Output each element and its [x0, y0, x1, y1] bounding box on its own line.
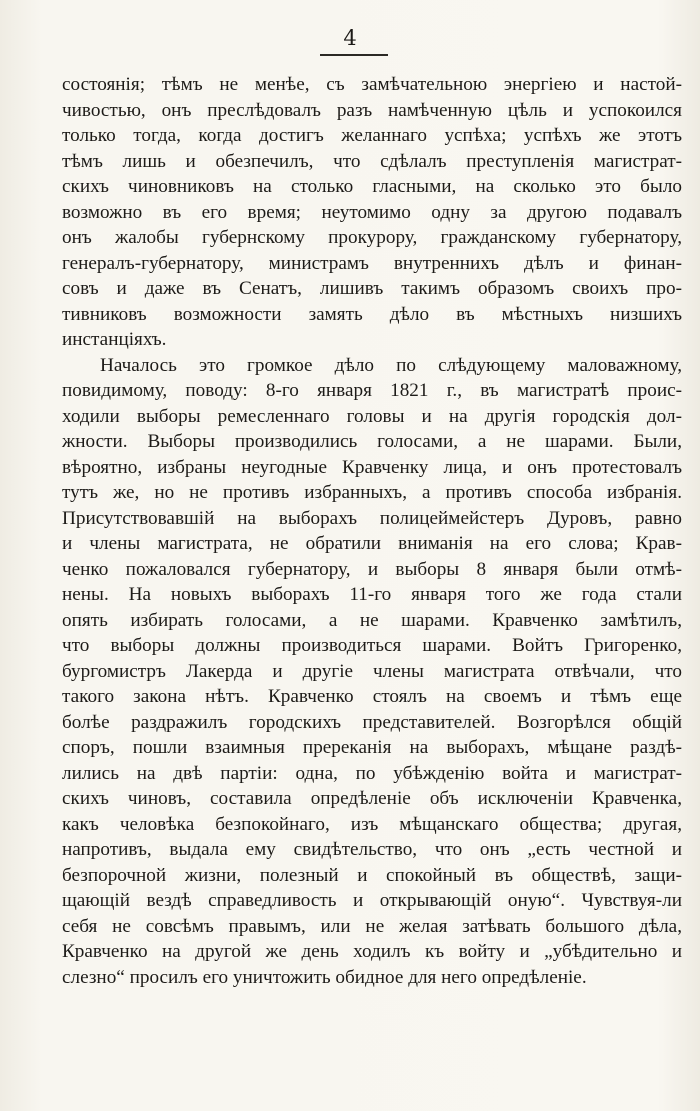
text-line: что выборы должны производиться шарами. Войтъ Григоренко,	[62, 635, 682, 656]
text-line: тѣмъ лишь и обезпечилъ, что сдѣлалъ преступленія магистрат-	[62, 150, 682, 172]
text-line: только тогда, когда достигъ желаннаго успѣха; успѣхъ же этотъ	[62, 125, 682, 146]
body-text	[62, 72, 682, 990]
text-line: генералъ-губернатору, министрамъ внутреннихъ дѣлъ и финан-	[62, 252, 682, 274]
text-line: бургомистръ Лакерда и другіе члены магистрата отвѣчали, что	[62, 660, 682, 682]
text-line: нены. На новыхъ выборахъ 11-го января того же года стали	[62, 584, 682, 605]
text-line: тутъ же, но не противъ избранныхъ, а противъ способа избранія.	[62, 482, 682, 503]
text-line: возможно въ его время; неутомимо одну за другою подавалъ	[62, 201, 682, 223]
page-header	[0, 26, 700, 50]
text-line: вѣроятно, избраны неугодные Кравченку лица, и онъ протестовалъ	[62, 456, 682, 478]
text-line: совъ и даже въ Сенатъ, лишивъ такимъ образомъ своихъ про-	[62, 278, 682, 299]
text-line: ходили выборы ремесленнаго головы и на другія городскія дол-	[62, 405, 682, 427]
text-line: чивостью, онъ преслѣдовалъ разъ намѣченную цѣль и успокоился	[62, 99, 682, 121]
text-line: лились на двѣ партіи: одна, по убѣжденію войта и магистрат-	[62, 762, 682, 784]
text-line: инстанціяхъ.	[62, 329, 167, 350]
paragraph-1	[62, 72, 682, 353]
text-line: тивниковъ возможности замять дѣло въ мѣстныхъ низшихъ	[62, 303, 682, 325]
text-line: слезно“ просилъ его уничтожить обидное для него опредѣленіе.	[62, 966, 587, 988]
text-line: скихъ чиновниковъ на столько гласными, на сколько это было	[62, 176, 682, 197]
text-line: опять избирать голосами, а не шарами. Кравченко замѣтилъ,	[62, 609, 682, 631]
text-line: какъ человѣка безпокойнаго, изъ мѣщанскаго общества; другая,	[62, 813, 682, 835]
text-line: споръ, пошли взаимныя пререканія на выборахъ, мѣщане раздѣ-	[62, 737, 682, 758]
text-line: напротивъ, выдала ему свидѣтельство, что онъ „есть честной и	[62, 839, 682, 860]
text-line: жности. Выборы производились голосами, а не шарами. Были,	[62, 431, 682, 452]
text-line: онъ жалобы губернскому прокурору, гражданскому губернатору,	[62, 227, 682, 248]
text-line: Началось это громкое дѣло по слѣдующему маловажному,	[100, 354, 682, 376]
text-line: безпорочной жизни, полезный и спокойный въ обществѣ, защи-	[62, 864, 682, 886]
text-line: скихъ чиновъ, составила опредѣленіе объ исключеніи Кравченка,	[62, 788, 682, 809]
text-line: и члены магистрата, не обратили вниманія на его слова; Крав-	[62, 533, 682, 554]
text-line: повидимому, поводу: 8-го января 1821 г., въ магистратѣ проис-	[62, 380, 682, 401]
header-rule	[320, 54, 388, 56]
text-line: ченко пожаловался губернатору, и выборы 8 января были отмѣ-	[62, 558, 682, 580]
paragraph-2	[62, 353, 682, 991]
text-line: болѣе раздражилъ городскихъ представителей. Возгорѣлся общій	[62, 711, 682, 733]
text-line: Кравченко на другой же день ходилъ къ войту и „убѣдительно и	[62, 941, 682, 962]
page-number: 4	[343, 26, 357, 50]
text-line: состоянія; тѣмъ не менѣе, съ замѣчательною энергіею и настой-	[62, 74, 682, 95]
text-line: Присутствовавшій на выборахъ полицеймейстеръ Дуровъ, равно	[62, 507, 682, 529]
text-line: такого закона нѣтъ. Кравченко стоялъ на своемъ и тѣмъ еще	[62, 686, 682, 707]
text-line: щающій вездѣ справедливость и открывающій оную“. Чувствуя-ли	[62, 890, 682, 911]
text-line: себя не совсѣмъ правымъ, или не желая затѣвать большого дѣла,	[62, 915, 682, 937]
